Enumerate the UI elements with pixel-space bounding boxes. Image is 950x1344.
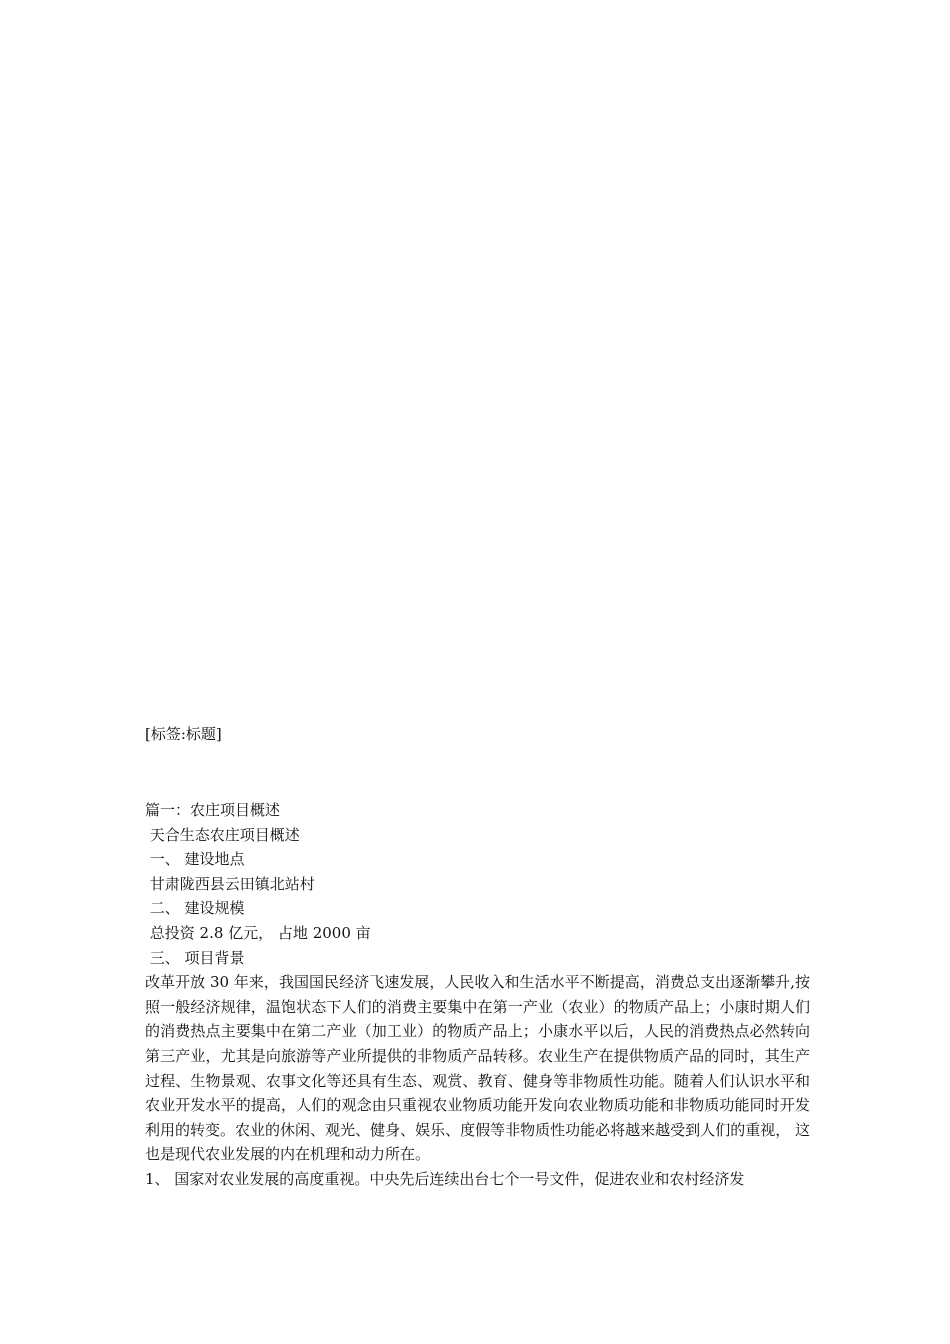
scale-text: 总投资 2.8 亿元， 占地 2000 亩 (145, 923, 371, 942)
tag-label: [标签:标题] (145, 725, 222, 743)
project-title: 天合生态农庄项目概述 (145, 825, 300, 844)
heading-scale: 二、 建设规模 (145, 899, 245, 918)
heading-background: 三、 项目背景 (145, 948, 245, 967)
background-paragraph: 改革开放 30 年来，我国国民经济飞速发展，人民收入和生活水平不断提高，消费总支出逐渐攀升,按照一般经济规律，温饱状态下人们的消费主要集中在第一产业（农业）的物质产品上；小康时期人们的消费热点主要集中在第二产业（加工业）的物质产品上；小康水平以后，人民的消费热点必然转向第三产业，尤其是向旅游等产业所提供的非物质产品转移。农业生产在提供物质产品的同时，其生产过程、生物景观、农事文化等还具有生态、观赏、教育、健身等非物质性功能。随着人们认识水平和农业开发水平的提高，人们的观念由只重视农业物质功能开发向农业物质功能和非物质功能同时开发利用的转变。农业的休闲、观光、健身、娱乐、度假等非物质性功能必将越来越受到人们的重视， 这也是现代农业发展的内在机理和动力所在。 (145, 973, 810, 1164)
heading-location: 一、 建设地点 (145, 850, 245, 869)
section-heading-part-one: 篇一：农庄项目概述 (145, 801, 281, 819)
point-one-paragraph: 1、 国家对农业发展的高度重视。中央先后连续出台七个一号文件，促进农业和农村经济发 (145, 1169, 745, 1188)
document-body (145, 798, 810, 1192)
location-text: 甘肃陇西县云田镇北站村 (145, 874, 315, 893)
